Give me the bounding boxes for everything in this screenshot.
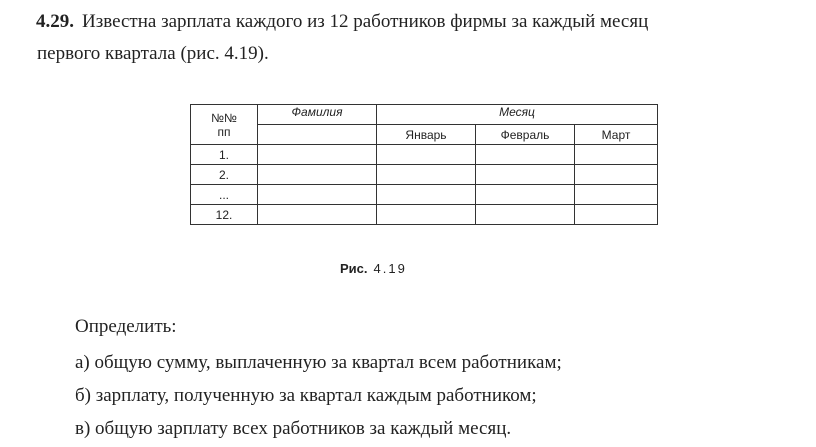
table-cell xyxy=(575,205,658,225)
table-header-row xyxy=(191,105,658,125)
month-header-january: Январь xyxy=(377,125,476,145)
task-item-c: в) общую зарплату всех работников за каждый месяц. xyxy=(75,418,512,439)
row-number: 12. xyxy=(191,205,258,225)
problem-number: 4.29. xyxy=(36,11,74,32)
table-cell xyxy=(377,165,476,185)
table-subheader-row xyxy=(191,125,658,145)
figure-caption-number: 4.19 xyxy=(373,261,407,276)
table-cell xyxy=(258,185,377,205)
row-number: ... xyxy=(191,185,258,205)
tasks-list xyxy=(75,346,562,445)
month-header-february: Февраль xyxy=(476,125,575,145)
table-cell xyxy=(258,205,377,225)
table-cell xyxy=(476,165,575,185)
month-header-march: Март xyxy=(575,125,658,145)
row-number: 1. xyxy=(191,145,258,165)
table-cell xyxy=(575,185,658,205)
salary-table xyxy=(190,104,658,225)
tasks-intro: Определить: xyxy=(75,316,177,337)
table-cell xyxy=(258,125,377,145)
table-cell xyxy=(377,145,476,165)
table-row xyxy=(191,165,658,185)
header-number-line2: пп xyxy=(217,124,231,139)
problem-text-line-2: первого квартала (рис. 4.19). xyxy=(37,43,269,64)
task-item-a: а) общую сумму, выплаченную за квартал всем работникам; xyxy=(75,352,562,373)
table-row xyxy=(191,145,658,165)
row-number: 2. xyxy=(191,165,258,185)
figure-caption-label: Рис. xyxy=(340,261,368,276)
table-cell xyxy=(476,205,575,225)
table-cell xyxy=(575,145,658,165)
task-item-b: б) зарплату, полученную за квартал каждым работником; xyxy=(75,385,537,406)
header-number-line1: №№ xyxy=(211,110,237,125)
salary-table-figure xyxy=(190,104,658,225)
figure-caption xyxy=(340,261,407,276)
table-cell xyxy=(575,165,658,185)
header-cell-surname: Фамилия xyxy=(258,105,377,125)
problem-text-line-1: Известна зарплата каждого из 12 работников фирмы за каждый месяц xyxy=(82,11,649,32)
table-row xyxy=(191,185,658,205)
table-cell xyxy=(476,185,575,205)
table-cell xyxy=(258,145,377,165)
problem-statement xyxy=(36,6,796,70)
table-cell xyxy=(258,165,377,185)
table-cell xyxy=(377,205,476,225)
problem-line-1 xyxy=(36,6,796,38)
header-cell-number xyxy=(191,105,258,145)
table-row xyxy=(191,205,658,225)
header-cell-month: Месяц xyxy=(377,105,658,125)
table-cell xyxy=(377,185,476,205)
table-cell xyxy=(476,145,575,165)
